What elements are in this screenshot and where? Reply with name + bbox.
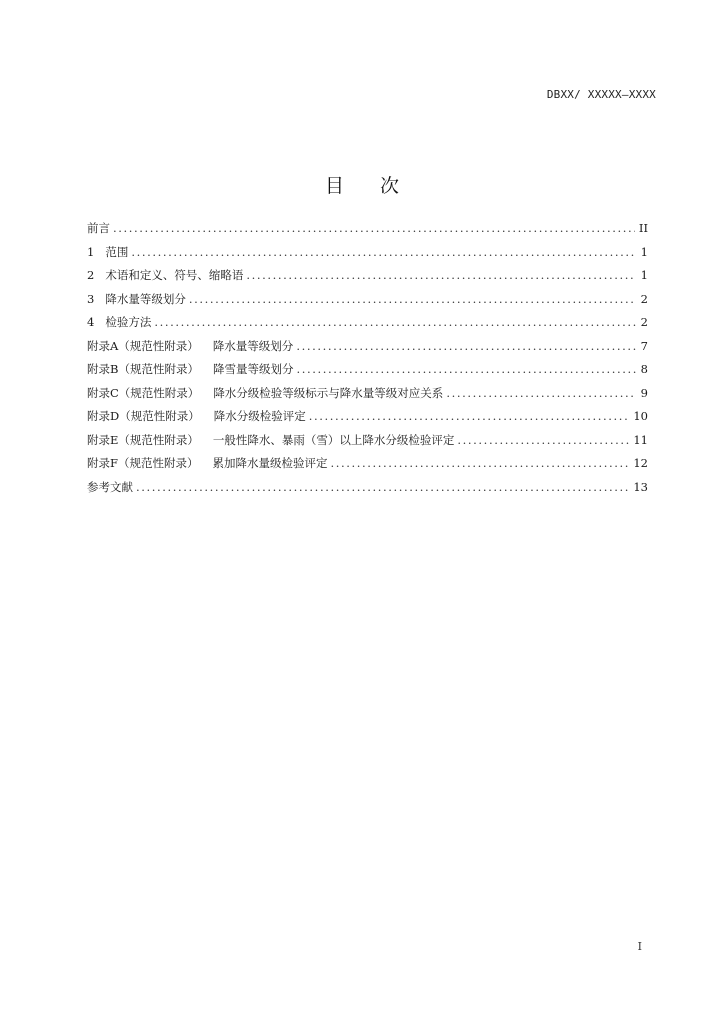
toc-entry[interactable] [87, 429, 648, 453]
toc-entry[interactable] [87, 476, 648, 500]
toc-entry-number: 4 [87, 315, 95, 329]
toc-dot-leader [330, 452, 629, 476]
toc-entry-page: 1 [640, 268, 648, 282]
toc-entry-page: 9 [640, 385, 648, 400]
toc-dot-leader [246, 264, 636, 288]
toc-entry[interactable] [87, 405, 648, 429]
toc-entry[interactable] [87, 382, 648, 406]
toc-entry-label: 术语和定义、符号、缩略语 [105, 268, 244, 282]
toc-entry-page: 10 [633, 409, 648, 423]
toc-dot-leader [131, 241, 636, 265]
toc-entry[interactable] [87, 335, 648, 359]
toc-entry[interactable] [87, 264, 648, 288]
toc-entry-annex: 附录C（规范性附录） [87, 385, 200, 400]
toc-entry[interactable] [87, 241, 648, 265]
toc-entry-label: 降水量等级划分 [212, 338, 294, 353]
toc-entry[interactable] [87, 217, 648, 241]
toc-dot-leader [154, 311, 636, 335]
toc-entry-label: 前言 [87, 221, 110, 235]
toc-entry-annex: 附录F（规范性附录） [87, 456, 199, 470]
toc-entry-annex: 附录B（规范性附录） [87, 362, 199, 376]
toc-entry-label: 检验方法 [105, 315, 152, 329]
toc-dot-leader [136, 476, 629, 500]
toc-dot-leader [113, 217, 635, 241]
toc-entry-number: 2 [87, 268, 95, 282]
toc-entry-label: 降水量等级划分 [105, 291, 186, 306]
toc-entry[interactable] [87, 288, 648, 312]
toc-entry-number: 3 [87, 291, 95, 306]
toc-entry-page: 2 [640, 291, 648, 306]
toc-entry-page: II [638, 221, 648, 235]
table-of-contents [87, 217, 648, 499]
page-number: I [637, 940, 642, 953]
toc-entry-label: 降水分级检验评定 [213, 409, 306, 423]
toc-entry-page: 7 [640, 338, 648, 353]
page-title [0, 171, 724, 198]
toc-entry[interactable] [87, 358, 648, 382]
toc-entry-label: 降水分级检验等级标示与降水量等级对应关系 [213, 385, 444, 400]
toc-dot-leader [446, 382, 636, 406]
toc-entry-label: 参考文献 [87, 479, 133, 494]
toc-entry-page: 1 [640, 244, 648, 259]
toc-dot-leader [296, 335, 636, 359]
toc-dot-leader [457, 429, 629, 453]
toc-entry-label: 范围 [105, 244, 129, 259]
toc-dot-leader [189, 288, 636, 312]
toc-entry-annex: 附录E（规范性附录） [87, 432, 199, 447]
toc-entry-page: 8 [640, 362, 648, 376]
toc-dot-leader [309, 405, 630, 429]
toc-entry-annex: 附录D（规范性附录） [87, 409, 200, 423]
toc-entry-page: 12 [633, 456, 648, 470]
toc-entry-label: 累加降水量级检验评定 [212, 456, 328, 470]
toc-entry[interactable] [87, 452, 648, 476]
document-code: DBXX/ XXXXX—XXXX [546, 88, 656, 101]
toc-entry[interactable] [87, 311, 648, 335]
title-part-2: 次 [380, 174, 400, 197]
toc-entry-label: 降雪量等级划分 [212, 362, 294, 376]
toc-entry-page: 13 [633, 479, 648, 494]
toc-dot-leader [296, 358, 636, 382]
title-part-1: 目 [324, 174, 344, 197]
toc-entry-number: 1 [87, 244, 95, 259]
toc-entry-page: 11 [633, 432, 648, 447]
toc-entry-label: 一般性降水、暴雨（雪）以上降水分级检验评定 [212, 432, 455, 447]
toc-entry-page: 2 [640, 315, 648, 329]
toc-entry-annex: 附录A（规范性附录） [87, 338, 199, 353]
